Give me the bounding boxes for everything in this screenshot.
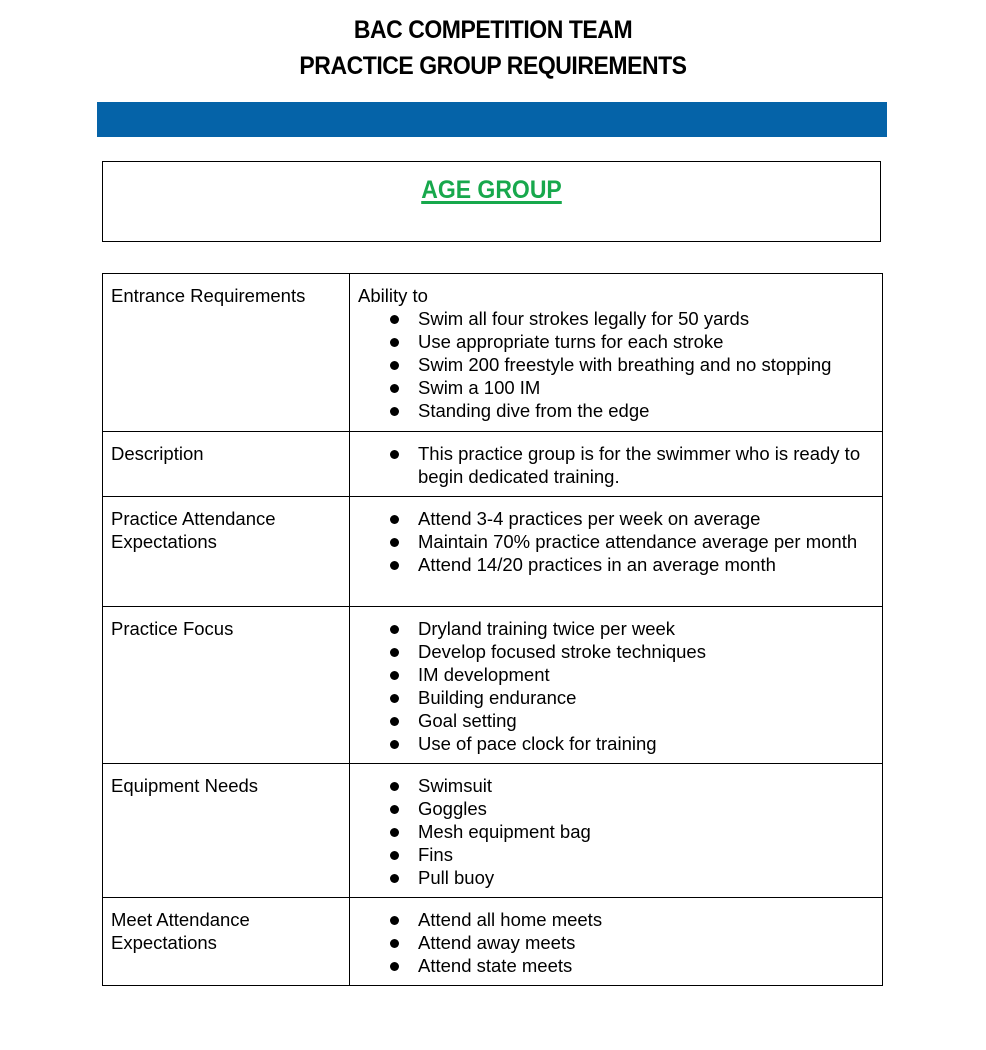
bullet-icon [390, 962, 399, 971]
table-row-practice-attendance [103, 497, 883, 607]
list-item-text: Dryland training twice per week [418, 618, 676, 639]
list-item [358, 353, 874, 376]
list-item-text: Attend away meets [418, 932, 576, 953]
bullet-icon [390, 338, 399, 347]
header-accent-bar [97, 102, 887, 137]
table-row-entrance-requirements [103, 274, 883, 432]
list-item [358, 774, 874, 797]
list-item-text: Mesh equipment bag [418, 821, 591, 842]
bullet-list [358, 774, 874, 889]
list-item-text: Maintain 70% practice attendance average per month [418, 531, 858, 552]
bullet-icon [390, 851, 399, 860]
list-item-text: Use appropriate turns for each stroke [418, 331, 724, 352]
bullet-icon [390, 671, 399, 680]
bullet-icon [390, 515, 399, 524]
list-item [358, 686, 874, 709]
list-item [358, 640, 874, 663]
group-name-heading: AGE GROUP [421, 176, 562, 204]
list-item [358, 617, 874, 640]
list-item-text: Swim all four strokes legally for 50 yards [418, 308, 750, 329]
list-item [358, 376, 874, 399]
bullet-icon [390, 407, 399, 416]
list-item-text: Attend 3-4 practices per week on average [418, 508, 761, 529]
list-item [358, 931, 874, 954]
list-item [358, 820, 874, 843]
list-item [358, 843, 874, 866]
bullet-icon [390, 939, 399, 948]
bullet-icon [390, 782, 399, 791]
list-item [358, 507, 874, 530]
list-item [358, 442, 874, 488]
row-content [350, 432, 883, 497]
table-row-description [103, 432, 883, 497]
bullet-icon [390, 538, 399, 547]
row-label: Practice Attendance Expectations [103, 497, 350, 607]
list-item [358, 866, 874, 889]
list-item-text: Standing dive from the edge [418, 400, 650, 421]
bullet-icon [390, 828, 399, 837]
row-label: Meet Attendance Expectations [103, 898, 350, 986]
bullet-icon [390, 384, 399, 393]
list-item [358, 954, 874, 977]
list-item-text: Fins [418, 844, 453, 865]
list-item [358, 663, 874, 686]
bullet-icon [390, 561, 399, 570]
row-content [350, 607, 883, 764]
list-item-text: Goal setting [418, 710, 517, 731]
row-content [350, 898, 883, 986]
bullet-list [358, 307, 874, 422]
list-item-text: IM development [418, 664, 550, 685]
bullet-icon [390, 874, 399, 883]
list-item-text: Use of pace clock for training [418, 733, 657, 754]
list-item [358, 732, 874, 755]
row-content [350, 497, 883, 607]
list-item [358, 399, 874, 422]
row-label: Equipment Needs [103, 764, 350, 898]
table-row-meet-attendance [103, 898, 883, 986]
document-title-line-2: PRACTICE GROUP REQUIREMENTS [299, 52, 687, 80]
list-item-text: Develop focused stroke techniques [418, 641, 706, 662]
list-item [358, 330, 874, 353]
table-row-practice-focus [103, 607, 883, 764]
bullet-icon [390, 625, 399, 634]
bullet-list [358, 507, 874, 576]
row-content [350, 764, 883, 898]
bullet-icon [390, 805, 399, 814]
bullet-icon [390, 916, 399, 925]
row-label: Practice Focus [103, 607, 350, 764]
bullet-icon [390, 315, 399, 324]
bullet-icon [390, 648, 399, 657]
requirements-table [102, 273, 883, 986]
group-name-box [102, 161, 881, 242]
list-item [358, 530, 874, 553]
row-content [350, 274, 883, 432]
table-row-equipment-needs [103, 764, 883, 898]
bullet-icon [390, 717, 399, 726]
list-item [358, 908, 874, 931]
list-item-text: Pull buoy [418, 867, 495, 888]
list-item-text: Swim 200 freestyle with breathing and no stopping [418, 354, 832, 375]
list-item-text: Attend 14/20 practices in an average month [418, 554, 776, 575]
document-title-line-1: BAC COMPETITION TEAM [353, 16, 633, 44]
bullet-icon [390, 361, 399, 370]
row-label: Entrance Requirements [103, 274, 350, 432]
bullet-list [358, 617, 874, 755]
list-item-text: This practice group is for the swimmer who is ready to begin dedicated training. [418, 443, 861, 487]
list-item [358, 553, 874, 576]
list-item-text: Goggles [418, 798, 487, 819]
bullet-icon [390, 740, 399, 749]
list-item-text: Attend all home meets [418, 909, 603, 930]
list-item-text: Swimsuit [418, 775, 493, 796]
list-item [358, 307, 874, 330]
list-item-text: Attend state meets [418, 955, 573, 976]
row-label: Description [103, 432, 350, 497]
list-item [358, 797, 874, 820]
list-item-text: Swim a 100 IM [418, 377, 541, 398]
list-item [358, 709, 874, 732]
bullet-icon [390, 694, 399, 703]
bullet-list [358, 442, 874, 488]
row-intro-text: Ability to [358, 285, 428, 306]
bullet-list [358, 908, 874, 977]
list-item-text: Building endurance [418, 687, 577, 708]
bullet-icon [390, 450, 399, 459]
